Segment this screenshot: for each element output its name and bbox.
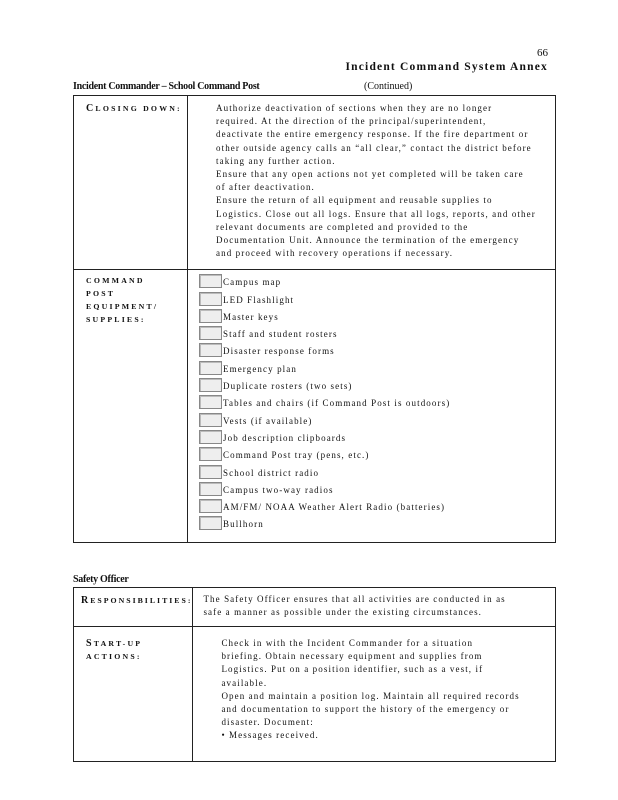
safety-officer-table (73, 587, 556, 762)
checkbox[interactable] (199, 395, 222, 409)
checkbox[interactable] (199, 378, 222, 392)
equipment-list-cell (188, 270, 556, 543)
checklist-item (199, 323, 555, 340)
equipment-checklist (188, 270, 555, 530)
closing-down-label: CLOSING DOWN: (86, 103, 182, 114)
closing-down-text-cell (188, 96, 556, 270)
responsibilities-text-cell (193, 588, 556, 627)
page-number: 66 (537, 47, 548, 59)
checklist-item-label: Job description clipboards (223, 432, 347, 443)
checklist-item (199, 496, 555, 513)
checkbox[interactable] (199, 326, 222, 340)
checklist-item-label: Bullhorn (223, 519, 264, 530)
checklist-item-label: Duplicate rosters (two sets) (223, 381, 353, 392)
checklist-item (199, 513, 555, 530)
closing-down-text: Authorize deactivation of sections when they are no longer required. At the direction of the principal/superintendent, deactivate the entire emergency response. If the fire department or other outside agency calls an “all clear,” contact the district before taking any further action. Ensure that any open actions not yet completed will be taken care of after deactivation. Ensure the return of all equipment and reusable supplies to Logistics. Close out all logs. Ensure that all logs, reports, and other relevant documents are completed and provided to the Documentation Unit. Announce the termination of the emergency and proceed with recovery operations if necessary. (216, 103, 536, 259)
checklist-item-label: Command Post tray (pens, etc.) (223, 450, 370, 461)
checklist-item (199, 306, 555, 323)
start-up-label-cell (74, 627, 193, 762)
checkbox[interactable] (199, 274, 222, 288)
checkbox[interactable] (199, 465, 222, 479)
checklist-item-label: Vests (if available) (223, 415, 313, 426)
checklist-item (199, 392, 555, 409)
checkbox[interactable] (199, 516, 222, 530)
checkbox[interactable] (199, 430, 222, 444)
checkbox[interactable] (199, 499, 222, 513)
closing-down-label-cell (74, 96, 188, 270)
checklist-item (199, 479, 555, 496)
responsibilities-text: The Safety Officer ensures that all activities are conducted in as safe a manner as possible under the existing circumstances. (203, 594, 506, 618)
checklist-item-label: Campus two-way radios (223, 484, 334, 495)
responsibilities-label-cell (74, 588, 193, 627)
checklist-item-label: Campus map (223, 277, 282, 288)
checkbox[interactable] (199, 309, 222, 323)
checklist-item-label: Staff and student rosters (223, 329, 338, 340)
checklist-item-label: Emergency plan (223, 363, 297, 374)
checkbox[interactable] (199, 447, 222, 461)
checkbox[interactable] (199, 292, 222, 306)
checklist-item-label: School district radio (223, 467, 320, 478)
start-up-text-cell (193, 627, 556, 762)
checklist-item (199, 427, 555, 444)
checklist-item (199, 288, 555, 305)
checklist-item (199, 340, 555, 357)
checklist-item-label: Master keys (223, 311, 279, 322)
checklist-item (199, 461, 555, 478)
checklist-item (199, 357, 555, 374)
checkbox[interactable] (199, 361, 222, 375)
annex-title: Incident Command System Annex (345, 61, 548, 73)
responsibilities-label: RESPONSIBILITIES: (81, 595, 193, 606)
checklist-item-label: Tables and chairs (if Command Post is outdoors) (223, 398, 451, 409)
checklist-item (199, 409, 555, 426)
checklist-item-label: AM/FM/ NOAA Weather Alert Radio (batteries) (223, 502, 446, 513)
equipment-label-cell (74, 270, 188, 543)
section-title-incident-commander: Incident Commander – School Command Post (73, 81, 260, 92)
checklist-item-label: LED Flashlight (223, 294, 295, 305)
start-up-label: START-UP ACTIONS: (86, 638, 142, 661)
start-up-text: Check in with the Incident Commander for a situation briefing. Obtain necessary equipment and supplies from Logistics. Put on a position identifier, such as a vest, if available. Open and maintain a position log. Maintain all required records and documentation to support the history of the emergency or disaster. Document: • Messages received. (221, 638, 520, 741)
checkbox[interactable] (199, 413, 222, 427)
section-title-safety-officer: Safety Officer (73, 574, 129, 585)
checkbox[interactable] (199, 482, 222, 496)
checklist-item (199, 444, 555, 461)
incident-commander-table (73, 95, 556, 543)
checklist-item-label: Disaster response forms (223, 346, 335, 357)
equipment-label: COMMAND POST EQUIPMENT/ SUPPLIES: (86, 276, 159, 324)
checklist-item (199, 375, 555, 392)
checklist-item (199, 271, 555, 288)
continued-label: (Continued) (364, 81, 413, 92)
checkbox[interactable] (199, 343, 222, 357)
